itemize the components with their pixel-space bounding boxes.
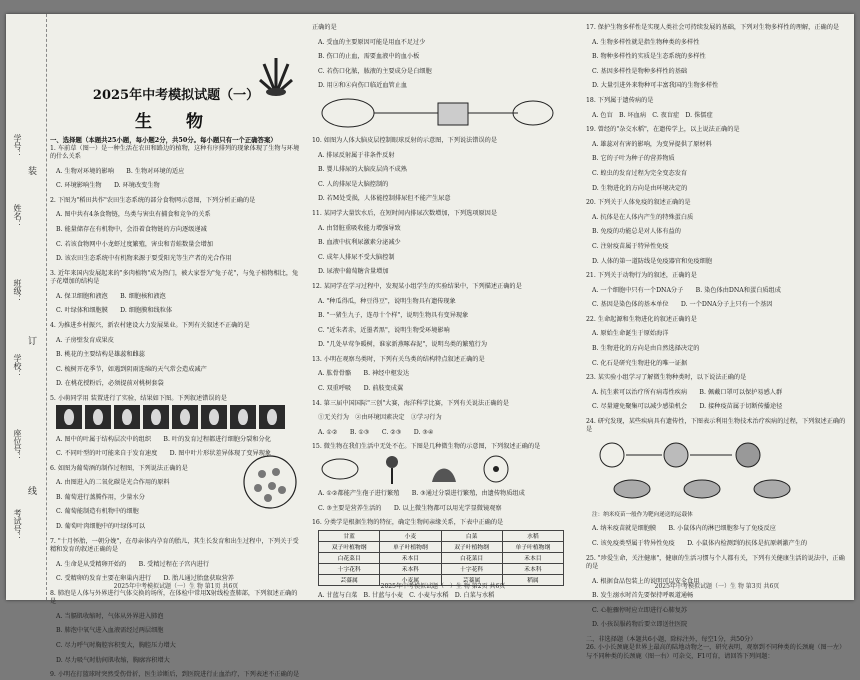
plantain-figure <box>256 54 296 102</box>
question-list <box>586 24 848 435</box>
question-line: D. 若M处受损，人体能控制排尿但不能产生尿意 <box>318 195 451 203</box>
question-line: 23. 某实验小组学习了解微生物种类时，以下说法正确的是 <box>586 374 747 382</box>
question-line: 14. 第三届中国国际"三创"大赛，海洋科学比赛，下列有关说法正确的是 <box>312 399 509 407</box>
question-line: A. 肱骨骨骼 B. 神经中枢发达 <box>318 370 410 378</box>
question-line: 12. 某同学在学习过程中，发现某小组学生的实验结果中，下列描述正确的是 <box>312 282 522 290</box>
question-line: A. 由肾脏重吸收能力增强导致 <box>318 224 401 232</box>
table-row <box>319 530 564 541</box>
question-line: 2. 下图为"稻田共作"农田生态系统的部分食物网示意图，下列分析正确的是 <box>50 196 256 204</box>
question-line: C. 成年人排尿不受大脑控制 <box>318 253 395 261</box>
question-line: A. 生命是从受精卵开始的 B. 受精过程在子宫内进行 <box>56 560 210 568</box>
page-footer: 2025年中考模拟试题（一）生 物 第1页 共6页 <box>113 583 239 590</box>
question-list <box>312 24 574 91</box>
question-line: A. 生物对环境的影响 B. 生物对环境的适应 <box>56 167 185 175</box>
question-line: 二、非选择题（本题共6小题，除标注外，每空1分，共50分） <box>586 636 757 643</box>
leaf-image <box>259 405 285 429</box>
question-line: C. 不同叶型的叶可能来自于发育速度 D. 图中叶片形状差异体现了变异现象 <box>56 450 272 458</box>
question-line: C. 基因多样性是物种多样性的基础 <box>592 67 688 75</box>
question-line: B. 伤口的止血，需要血液中的血小板 <box>318 53 420 61</box>
question-line: 17. 保护生物多样性是实现人类社会可持续发展的基础，下列对生物多样性的理解，正确的是 <box>586 24 840 31</box>
question-line: D. 在桃花授粉后，必须提前对桃树套袋 <box>56 380 164 388</box>
question-line: D. 葡萄叶肉细胞中的叶绿体可以 <box>56 523 146 531</box>
question-line: C. "近朱者赤，近墨者黑"，说明生物受环境影响 <box>318 326 450 334</box>
question-line: C. 双重呼吸 D. 前肢变成翼 <box>318 385 404 393</box>
question-line: A. 纳米疫苗就是细胞膜 B. 小鼠体内的淋巴细胞参与了免疫反应 <box>592 525 776 533</box>
table-cell: 稻属 <box>502 574 563 585</box>
question-line: A. 保卫细胞和液泡 B. 细胞核和液泡 <box>56 292 166 300</box>
question-line: B. 物种多样性的实质是生态系统的多样性 <box>592 53 706 61</box>
question-line: B. 葡萄进行蒸腾作用，少量水分 <box>56 493 145 501</box>
student-id-label: 学号： <box>13 134 22 158</box>
leaf-image <box>56 405 82 429</box>
question-line: B. 发生溺水时首先要保持呼吸道通畅 <box>592 592 694 600</box>
question-list <box>312 490 574 528</box>
table-cell: 小麦 <box>380 530 441 541</box>
question-line: 18. 下列属于遗传病的是 <box>586 96 654 104</box>
question-line: A. 受血的主要原因可能是用血不足过少 <box>318 38 426 46</box>
question-line: C. 基因是染色体的基本单位 D. 一个DNA分子上只有一个基因 <box>592 301 773 309</box>
table-cell: 白花菜目 <box>319 552 380 563</box>
question-line: A. 原始生命诞生于原始海洋 <box>592 330 669 338</box>
question-line: 1. 车前草（图一）是一种生活在农田和路边的植物，这种有序排列的现象体现了生物与环境的什么关系 <box>50 144 300 160</box>
question-line: C. 蝗虫的发育过程为完全变态发育 <box>592 169 688 177</box>
leaf-image <box>143 405 169 429</box>
question-line: C. 若该食物网中小龙虾过度繁殖，害虫和青蛙数量会增加 <box>56 240 213 248</box>
question-line: D. 该农田生态系统中有机物来源于要受阳光等生产者的光合作用 <box>56 255 232 263</box>
table-cell: 白菜 <box>441 530 502 541</box>
question-line: A. 抗生素可以治疗所有病毒性疾病 B. 佩戴口罩可以保护易感人群 <box>592 388 783 396</box>
binding-strip <box>6 14 47 600</box>
seat-label: 座位号： <box>13 429 22 461</box>
table-row <box>319 552 564 563</box>
table-cell: 禾本科 <box>502 563 563 574</box>
school-label: 学校： <box>13 354 22 378</box>
question-line: 8. 肺泡是人体与外界进行气体交换的场所，在体检中常用X射线检查肺部，下列叙述正确的是 <box>50 589 298 606</box>
question-line: A. 生物多样性就是指生物种类的多样性 <box>592 38 700 46</box>
question-line: B. 肺泡中氧气进入血液需经过两层细胞 <box>56 627 164 635</box>
question-line: B. 生物进化的方向是由自然选择决定的 <box>592 345 700 353</box>
question-line: 15. 微生物在我们生活中无处不在。下图是几种微生物的示意图，下列叙述正确的是 <box>312 443 541 451</box>
question-line: B. 免疫的功能总是对人体有益的 <box>592 228 681 236</box>
table-cell: 十字花科 <box>319 563 380 574</box>
question-line: A. ①②都能产生孢子进行繁殖 B. ③通过分裂进行繁殖，由遗传物质组成 <box>318 490 525 498</box>
question-line: 10. 如图为人体大脑皮层控制眼球反射的示意图，下列说法错误的是 <box>312 136 498 144</box>
question-line: 20. 下列关于人体免疫的叙述正确的是 <box>586 199 691 207</box>
leaf-figures <box>56 405 302 429</box>
question-line: 19. 曾经的"杂交水稻"，在遗传学上，以上说法正确的是 <box>586 126 740 134</box>
vaccine-process-figure <box>592 437 848 519</box>
cut-mark: 装 <box>28 167 38 177</box>
page-column-1 <box>50 24 302 679</box>
leaf-image <box>85 405 111 429</box>
question-list <box>586 525 848 661</box>
cut-mark: 订 <box>28 337 38 347</box>
question-line: D. 尿液中葡萄糖含量增加 <box>318 268 389 276</box>
question-line: A. 当膈肌收缩时，气体从外界进入肺泡 <box>56 612 164 620</box>
question-line: D. 尽力吸气时肋间肌收缩，胸廓容积增大 <box>56 656 170 664</box>
question-line: C. 尽量避免聚集可以减少感染机会 D. 接种疫苗属于切断传播途径 <box>592 403 783 411</box>
question-line: 22. 生命起源和生物进化的叙述正确的是 <box>586 315 697 323</box>
question-line: A. 雄蕊对有害的影响，为变异提供了原材料 <box>592 140 712 148</box>
question-line: C. 该免疫类型属于特异性免疫 D. 小鼠体内检测到的抗体是抗原刺激产生的 <box>592 540 808 548</box>
question-line: 21. 下列关于动物行为的叙述，正确的是 <box>586 272 697 280</box>
question-line: C. 受精卵的发育主要在卵巢内进行 D. 胎儿通过胎盘获取营养 <box>56 575 234 583</box>
question-line: 正确的是 <box>312 24 337 31</box>
question-line: C. 葡萄能制造有机物中的细胞 <box>56 508 139 516</box>
question-line: A. 图中共有4条食物链，鸟类与害虫有捕食和竞争的关系 <box>56 211 211 219</box>
question-line: C. ③主要是营养生活的 D. 以上微生物都可以用光学显微镜观察 <box>318 504 502 512</box>
table-row <box>319 563 564 574</box>
question-line: B. 桃花的主要结构是雄蕊和雌蕊 <box>56 351 145 359</box>
question-line: 4. 为推进乡村振兴，新农村建设大力发展果业。下列有关叙述不正确的是 <box>50 321 250 329</box>
cut-mark: 线 <box>28 487 38 497</box>
question-line: A. ①② B. ①③ C. ②③ D. ③④ <box>318 428 434 436</box>
question-line: 6. 如图为葡萄酒的制作过程图，下列说法正确的是 <box>50 464 188 472</box>
question-line: D. "几处早莺争暖树，谁家新燕啄春泥"，说明鸟类的繁殖行为 <box>318 341 488 349</box>
question-line: A. 由图进入的二氧化碳是光合作用的原料 <box>56 479 170 487</box>
question-line: B. 能量储存在有机物中，会沿着食物链的方向逐级递减 <box>56 225 207 233</box>
question-line: C. 注射疫苗属于特异性免疫 <box>592 242 669 250</box>
question-line: 24. 研究发现，某些疾病具有遗传性，下图表示利用生物技术治疗疾病的过程，下列叙述正确的是 <box>586 418 846 434</box>
question-line: 5. 小萌同学用 装置进行了实验，结果如下图。下列叙述错误的是 <box>50 394 227 402</box>
subject-title: 生 物 <box>135 112 217 132</box>
question-line: A. 排尿反射属于非条件反射 <box>318 151 395 159</box>
name-label: 姓名： <box>13 204 22 228</box>
table-cell: 小麦属 <box>380 574 441 585</box>
question-line: C. 化石是研究生物进化的唯一证据 <box>592 359 688 367</box>
table-row <box>319 541 564 552</box>
exam-sheet <box>6 14 854 679</box>
question-line: 9. 小明在打篮球时突然受伤骨折，医生诊断后，到医院进行止血治疗，下列表述不正确的是 <box>50 671 300 679</box>
class-label: 班级： <box>13 279 22 303</box>
alveoli-figure <box>242 454 298 514</box>
figure-caption: 注：纳米疫苗一般作为靶向递送的运载体 <box>592 511 693 518</box>
exam-number-label: 考试号： <box>13 509 22 541</box>
table-cell: 芸薹属 <box>441 574 502 585</box>
question-line: C. 若伤口化脓，脓液的主要成分是白细胞 <box>318 67 432 75</box>
question-line: D. 人体的第一道防线是免疫器官和免疫细胞 <box>592 257 713 265</box>
question-list <box>50 145 302 404</box>
reflex-diagram <box>318 97 574 135</box>
question-line: B. 它的子叶为种子的营养物质 <box>592 155 675 163</box>
question-list <box>312 137 574 452</box>
question-line: B. 婴儿排尿的大脑皮层尚不成熟 <box>318 166 407 174</box>
exam-title: 2025年中考模拟试题（一） <box>92 88 260 103</box>
question-line: 11. 某同学大量饮水后，在短时间内排尿次数增加，下列选项原因是 <box>312 209 498 217</box>
leaf-image <box>230 405 256 429</box>
question-line: B. "一猪生九子，连母十个样"，说明生物具有变异现象 <box>318 312 469 320</box>
table-cell: 芸薹属 <box>319 574 380 585</box>
question-line: C. 心脏骤停时应立即进行心肺复苏 <box>592 606 688 614</box>
question-line: 7. "十月怀胎，一朝分娩"，在母亲体内孕育的胎儿，其生长发育和出生过程中，下列关于受精和发育的叙述正确的是 <box>50 537 299 554</box>
table-cell: 禾本目 <box>380 552 441 563</box>
question-line: 3. 近年来国内发展起来的"多肉植物"成为热门，被大家誉为"兔子花"，与兔子植物相比，兔子花增加的结构是 <box>50 269 299 286</box>
page-footer: 2025年中考模拟试题（一）生 物 第3页 共6页 <box>654 583 780 590</box>
question-line: C. 尽力呼气时胸腔容积变大，胸腔压力增大 <box>56 642 176 650</box>
question-line: A. 色盲 B. 坏血病 C. 夜盲症 D. 侏儒症 <box>592 111 713 119</box>
table-cell: 单子叶植物纲 <box>380 541 441 552</box>
table-cell: 双子叶植物纲 <box>441 541 502 552</box>
question-line: A. 甘蓝与白菜 B. 甘蓝与小麦 C. 小麦与水稻 D. 白菜与水稻 <box>318 591 495 599</box>
page-column-2 <box>312 24 574 599</box>
question-line: A. 图中的叶属于结构层次中的组织 B. 叶的发育过程都进行细胞分裂和分化 <box>56 435 271 443</box>
leaf-image <box>201 405 227 429</box>
question-line: D. 小孩误服药物后要立即送往医院 <box>592 621 688 629</box>
question-line: 16. 分类学是根据生物的特征，确定生物间亲缘关系，下表中正确的是 <box>312 519 504 527</box>
microbe-figures <box>318 454 574 484</box>
question-line: 13. 小明在观察鸟类时，下列有关鸟类的结构特点叙述正确的是 <box>312 355 485 363</box>
question-line: A. 根据食品包装上的说明可以安全食用 <box>592 577 700 585</box>
question-line: A. 抗体是在人体内产生的特殊蛋白质 <box>592 213 694 221</box>
table-cell: 单子叶植物纲 <box>502 541 563 552</box>
question-line: ①无关行为 ②由环境因素决定 ③学习行为 <box>318 414 442 422</box>
question-line: C. 人的排尿是大脑控制的 <box>318 180 389 188</box>
question-list <box>312 592 574 600</box>
question-line: D. 大量引进外来物种可丰富我国的生物多样性 <box>592 82 719 90</box>
table-cell: 十字花科 <box>441 563 502 574</box>
question-line: A. 一个细胞中只有一个DNA分子 B. 染色体由DNA和蛋白质组成 <box>592 286 781 294</box>
table-cell: 水稻 <box>502 530 563 541</box>
leaf-image <box>172 405 198 429</box>
question-line: C. 梳树开花季节，如遇到阴雨连绵的天气常会造成减产 <box>56 365 207 373</box>
question-line: D. 生物进化的方向是由环境决定的 <box>592 184 688 192</box>
table-cell: 白花菜目 <box>441 552 502 563</box>
question-line: B. 血液中抗利尿激素分泌减少 <box>318 239 401 247</box>
table-cell: 禾本科 <box>380 563 441 574</box>
table-cell: 双子叶植物纲 <box>319 541 380 552</box>
page-footer: 2025年中考模拟试题（一）生 物 第2页 共6页 <box>380 583 506 590</box>
classification-table <box>318 530 564 586</box>
table-cell: 禾本目 <box>502 552 563 563</box>
question-line: C. 环境影响生物 D. 环境改变生物 <box>56 182 160 190</box>
section-heading: 一、选择题（本题共25小题，每小题2分，共50分。每小题只有一个正确答案） <box>50 136 277 144</box>
table-cell: 甘蓝 <box>319 530 380 541</box>
question-line: A. 子房壁发育成果皮 <box>56 336 114 344</box>
question-line: 25. "珍爱生命，关注健康"，健康的生活习惯与个人都有关，下列有关健康生活的说法中，正确的是 <box>586 554 845 571</box>
question-line: A. "种瓜得瓜，种豆得豆"，说明生物具有遗传现象 <box>318 297 456 305</box>
leaf-image <box>114 405 140 429</box>
page-column-3 <box>586 24 848 660</box>
question-line: D. 用②和④向伤口临近血管止血 <box>318 82 408 90</box>
question-line: C. 叶绿体和细胞膜 D. 细胞膜和线粒体 <box>56 307 173 315</box>
question-line: 26. 小小长颈鹿是世界上最高的陆地动物之一，研究表明，观察到不同种类的长颈鹿（图一左）与不同种类的长颈鹿（图一右）可杂交，F1可育，请回答下列问题： <box>586 644 846 660</box>
